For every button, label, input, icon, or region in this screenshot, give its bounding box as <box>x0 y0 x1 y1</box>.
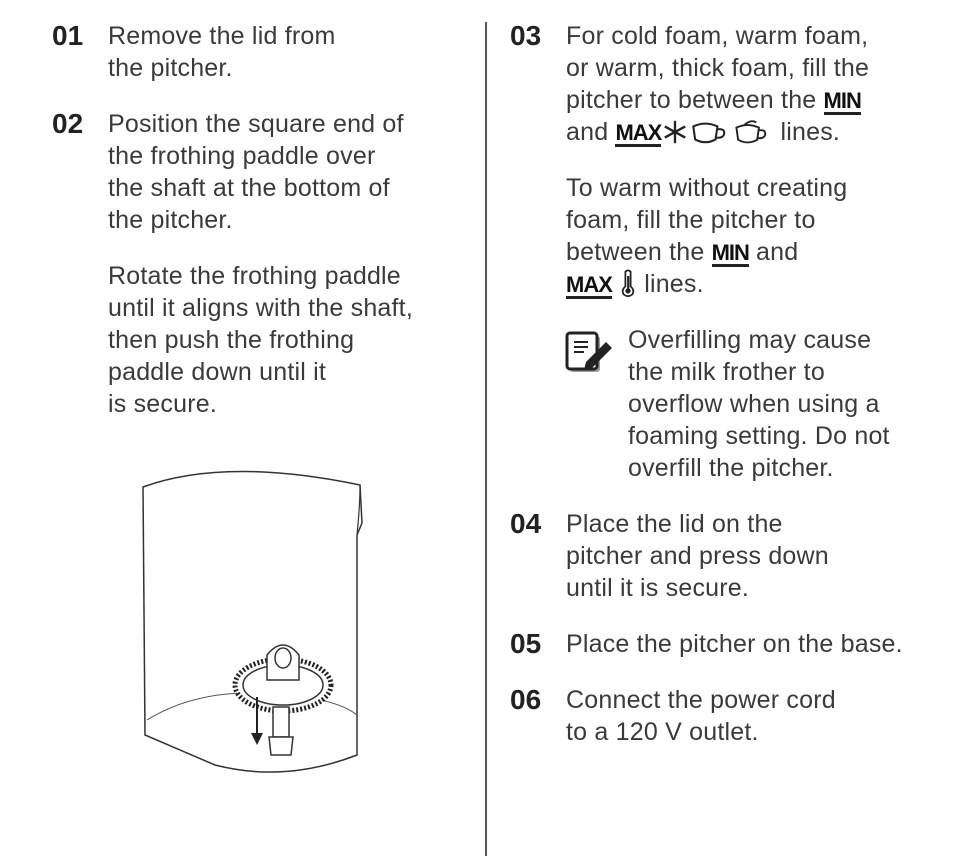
max-label-2: MAX <box>566 272 612 297</box>
step-01-text: Remove the lid from the pitcher. <box>108 22 336 82</box>
overfill-note: Overfilling may cause the milk frother to overflow when using a foaming setting. Do not overfill the pitcher. <box>628 326 890 482</box>
step-03-warm-text <box>566 172 847 300</box>
max-label: MAX <box>615 120 662 145</box>
step-number-05: 05 <box>510 628 542 659</box>
min-label-2: MIN <box>711 240 749 265</box>
step-03-intro: For cold foam, warm foam, or warm, thick foam, fill the pitcher to between the <box>566 22 870 114</box>
step-number-06: 06 <box>510 684 542 715</box>
step-number-04: 04 <box>510 508 542 539</box>
warm-and: and <box>748 238 799 266</box>
thick-foam-cup-icon <box>731 119 773 145</box>
note-icon <box>564 330 620 376</box>
warm-lines: lines. <box>637 270 704 298</box>
step-04-text: Place the lid on the pitcher and press down until it is secure. <box>566 510 829 602</box>
step-number-02: 02 <box>52 108 84 139</box>
step-number-03: 03 <box>510 20 542 51</box>
step-03-lines: lines. <box>773 118 841 146</box>
min-label: MIN <box>823 88 861 113</box>
pitcher-paddle-illustration <box>135 465 380 780</box>
step-02-text-2: Rotate the frothing paddle until it aligns with the shaft, then push the frothing paddle down until it is secure. <box>108 262 413 418</box>
thermometer-icon <box>619 269 637 297</box>
column-divider <box>485 22 487 856</box>
step-02-text: Position the square end of the frothing paddle over the shaft at the bottom of the pitcher. <box>108 110 404 234</box>
step-03-and: and <box>566 118 616 146</box>
step-03-text <box>566 20 869 148</box>
foam-cup-icon <box>689 119 731 145</box>
step-number-01: 01 <box>52 20 84 51</box>
step-05-text: Place the pitcher on the base. <box>566 630 903 658</box>
step-06-text: Connect the power cord to a 120 V outlet. <box>566 686 836 746</box>
warm-intro: To warm without creating foam, fill the pitcher to between the <box>566 174 848 266</box>
snowflake-icon <box>661 119 689 145</box>
